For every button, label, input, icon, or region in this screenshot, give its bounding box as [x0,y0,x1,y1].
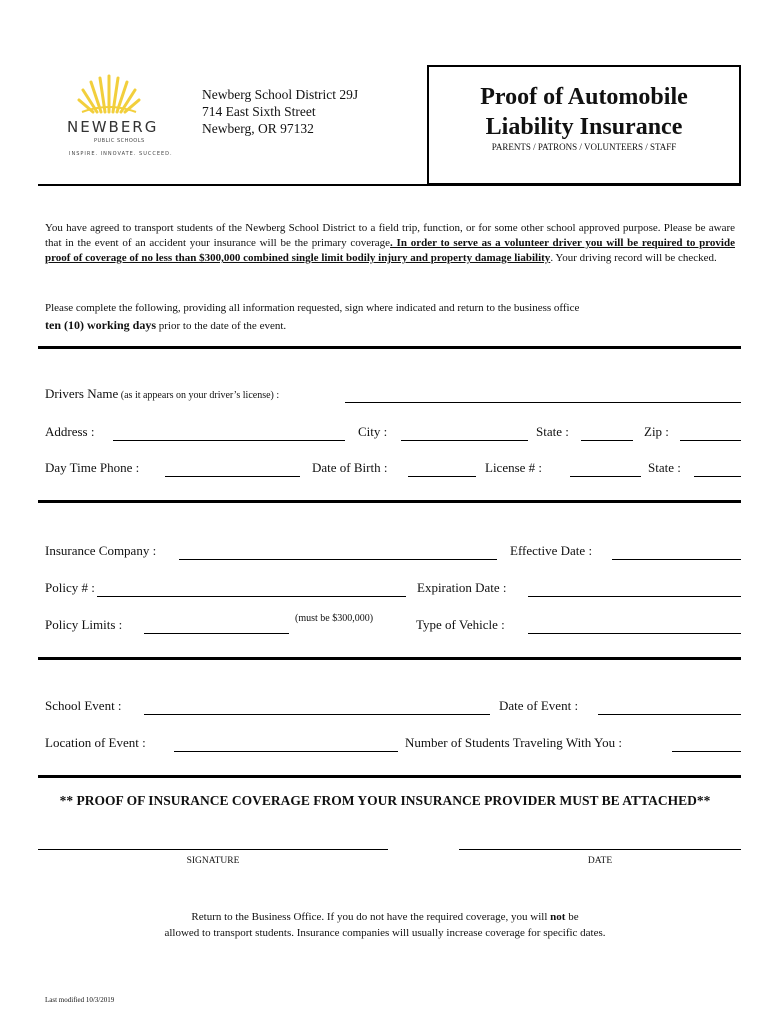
policy-number-field[interactable] [97,595,406,597]
zip-label: Zip : [644,424,669,439]
zip-field[interactable] [680,439,741,441]
city-field[interactable] [401,439,528,441]
vehicle-type-field[interactable] [528,632,741,634]
insurance-company-label: Insurance Company : [45,543,157,558]
title-line: Liability Insurance [485,114,683,140]
policy-limits-field[interactable] [144,632,289,634]
event-location-label: Location of Event : [45,735,146,750]
logo-tagline: INSPIRE. INNOVATE. SUCCEED. [69,151,173,157]
city-label: City : [358,424,388,439]
instructions-paragraph [45,300,735,335]
policy-number-label: Policy # : [45,580,95,595]
intro-paragraph [45,221,735,266]
return-instructions [90,909,680,941]
signature-field[interactable] [38,849,388,850]
students-count-label: Number of Students Traveling With You : [405,735,623,750]
intro-text-end: . Your driving record will be checked. [550,252,717,264]
policy-limits-label: Policy Limits : [45,617,123,632]
license-field[interactable] [570,475,641,477]
footer-emphasis: not [550,911,566,923]
vehicle-type-label: Type of Vehicle : [416,617,505,632]
policy-limits-note: (must be $300,000) [295,613,374,624]
header-rule [38,184,741,186]
address-field[interactable] [113,439,345,441]
section-rule [38,775,741,778]
newberg-logo-icon [74,72,144,116]
section-rule [38,500,741,503]
instructions-text: Please complete the following, providing all information requested, sign where indicated and return to the business office [45,302,580,314]
intro-text: You have agreed to transport students of the Newberg School District to a field trip, function, or for some other school approved purpose. Please be aware that in the event of an accident your insurance will be the primary coverage [45,222,735,249]
footer-text: Return to the Business Office. If you do not have the required coverage, you will [191,911,551,923]
section-rule [38,346,741,349]
section-rule [38,657,741,660]
phone-field[interactable] [165,475,300,477]
address-line: 714 East Sixth Street [202,104,316,119]
date-field[interactable] [459,849,741,850]
instructions-deadline: ten (10) working days [45,318,157,332]
expiration-date-label: Expiration Date : [417,580,507,595]
license-state-label: State : [648,460,681,475]
footer-line [90,909,680,925]
insurance-company-field[interactable] [179,558,497,560]
school-event-label: School Event : [45,698,122,713]
address-label: Address : [45,424,95,439]
drivers-name-field[interactable] [345,401,741,403]
page-subtitle: PARENTS / PATRONS / VOLUNTEERS / STAFF [491,142,677,152]
instructions-tail: prior to the date of the event. [156,320,287,332]
dob-label: Date of Birth : [312,460,388,475]
title-box-border [427,65,429,185]
state-label: State : [536,424,569,439]
effective-date-label: Effective Date : [510,543,593,558]
footer-text: be [565,911,579,923]
expiration-date-field[interactable] [528,595,741,597]
state-field[interactable] [581,439,633,441]
footer-line: allowed to transport students. Insurance companies will usually increase coverage for specific dates. [164,927,606,939]
school-event-field[interactable] [144,713,490,715]
drivers-name-label [45,386,279,402]
dob-field[interactable] [408,475,476,477]
effective-date-field[interactable] [612,558,741,560]
insurance-proof-notice: ** PROOF OF INSURANCE COVERAGE FROM YOUR INSURANCE PROVIDER MUST BE ATTACHED** [59,793,711,808]
event-location-field[interactable] [174,750,398,752]
event-date-label: Date of Event : [499,698,579,713]
event-date-field[interactable] [598,713,741,715]
date-label: DATE [587,856,613,866]
address-line: Newberg, OR 97132 [202,121,314,136]
license-label: License # : [485,460,543,475]
logo-subtitle: PUBLIC SCHOOLS [94,138,145,144]
license-state-field[interactable] [694,475,741,477]
phone-label: Day Time Phone : [45,460,140,475]
students-count-field[interactable] [672,750,741,752]
title-line: Proof of Automobile [480,84,688,110]
intro-requirement: . In order to serve as a volunteer driver you will be required to provide proof of coverage of no less than $300,000 combined single limit bodily injury and property damage liability [45,237,735,264]
label-hint: (as it appears on your driver’s license) : [118,390,280,401]
signature-label: SIGNATURE [186,856,240,866]
district-address [202,86,358,137]
address-line: Newberg School District 29J [202,87,359,102]
logo-wordmark: NEWBERG [67,118,159,136]
label-text: Drivers Name [45,386,119,401]
last-modified: Last modified 10/3/2019 [45,996,115,1004]
page-title [430,82,738,142]
